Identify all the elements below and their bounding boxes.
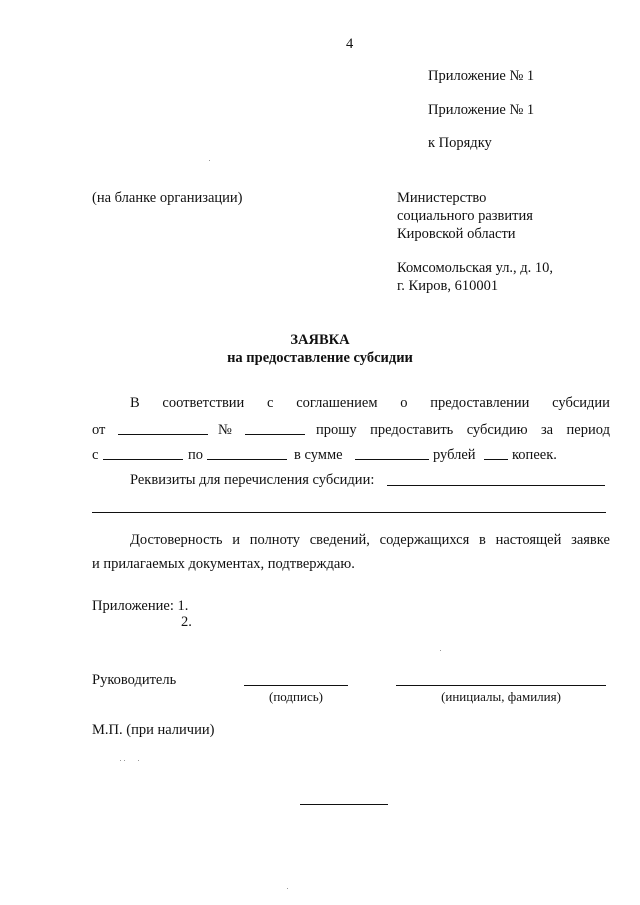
word: Достоверность (130, 532, 223, 548)
agreement-number-blank[interactable] (245, 434, 305, 435)
requisites-label: Реквизиты для перечисления субсидии: (130, 472, 375, 488)
word: настоящей (495, 532, 562, 548)
signature-blank[interactable] (244, 685, 348, 686)
word: сведений, (309, 532, 370, 548)
word: содержащихся (379, 532, 470, 548)
paragraph-line-1 (130, 395, 610, 412)
word: в (479, 532, 486, 548)
word: о (400, 395, 408, 411)
requisites-blank-line-2[interactable] (92, 512, 606, 513)
word: заявке (571, 532, 610, 548)
signature-caption: (подпись) (269, 689, 323, 704)
scan-speck (287, 888, 288, 889)
recipient-address-1: Комсомольская ул., д. 10, (397, 260, 554, 276)
word: предоставить (370, 422, 454, 438)
head-label: Руководитель (92, 672, 177, 688)
word: предоставлении (430, 395, 530, 411)
attachment-item-2: 2. (181, 614, 192, 630)
document-subtitle: на предоставление субсидии (227, 350, 413, 366)
closing-separator (300, 804, 388, 805)
word: соглашением (296, 395, 378, 411)
scan-speck (209, 160, 210, 161)
page-number: 4 (346, 36, 354, 52)
appendix-label-1: Приложение № 1 (428, 68, 535, 84)
name-caption: (инициалы, фамилия) (441, 689, 561, 704)
scan-speck (440, 650, 441, 651)
recipient-line-2: социального развития (397, 208, 533, 224)
rubles-blank[interactable] (355, 459, 429, 460)
stamp-label: М.П. (при наличии) (92, 722, 215, 738)
kopecks-label: копеек. (512, 447, 557, 463)
word: В (130, 395, 140, 411)
word: период (566, 422, 610, 438)
paragraph-line-2-rest (316, 422, 610, 439)
scan-speck (138, 760, 139, 761)
sum-label: в сумме (294, 447, 343, 463)
recipient-line-3: Кировской области (397, 226, 516, 242)
appendix-label-2: Приложение № 1 (428, 102, 535, 118)
scan-speck (124, 760, 125, 761)
period-to-label: по (188, 447, 204, 463)
rubles-label: рублей (433, 447, 476, 463)
period-end-blank[interactable] (207, 459, 287, 460)
letterhead-note: (на бланке организации) (92, 190, 243, 206)
recipient-line-1: Министерство (397, 190, 487, 206)
confirmation-line-2: и прилагаемых документах, подтверждаю. (92, 556, 355, 572)
period-start-blank[interactable] (103, 459, 183, 460)
word: за (540, 422, 554, 438)
word: субсидии (552, 395, 610, 411)
period-from-label: с (92, 447, 99, 463)
word: субсидию (466, 422, 528, 438)
word: с (267, 395, 274, 411)
confirmation-line-1 (130, 532, 610, 549)
requisites-blank[interactable] (387, 485, 605, 486)
word: полноту (249, 532, 301, 548)
name-blank[interactable] (396, 685, 606, 686)
to-order-label: к Порядку (428, 135, 492, 151)
word: прошу (316, 422, 357, 438)
agreement-date-blank[interactable] (118, 434, 208, 435)
document-title: ЗАЯВКА (290, 332, 350, 348)
recipient-address-2: г. Киров, 610001 (397, 278, 499, 294)
kopecks-blank[interactable] (484, 459, 508, 460)
scan-speck (120, 760, 121, 761)
word: соответствии (162, 395, 245, 411)
attachments-label: Приложение: 1. (92, 598, 189, 614)
word: и (232, 532, 241, 548)
date-from-label: от (92, 422, 106, 438)
number-sign: № (218, 422, 232, 438)
